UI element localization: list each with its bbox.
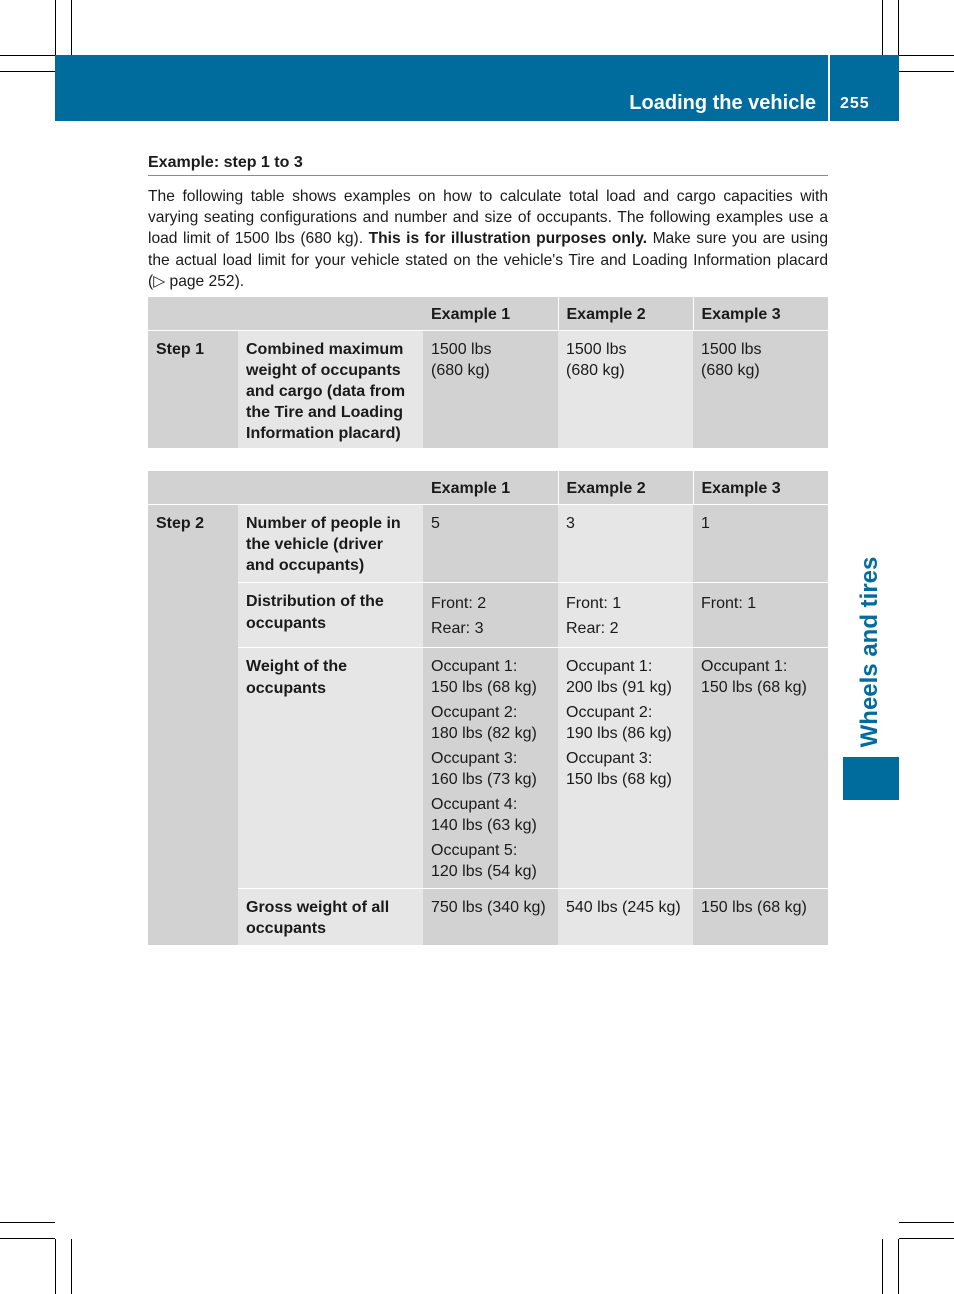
crop-mark [882, 1239, 883, 1294]
crop-mark [0, 55, 55, 56]
table-row [148, 648, 828, 889]
crop-mark [898, 1239, 899, 1294]
occupant-label: Occupant 1: [701, 658, 788, 676]
example-2-value [558, 648, 693, 889]
example-1-value [423, 331, 558, 449]
occupant-weight: 150 lbs (68 kg) [566, 771, 672, 789]
section-title: Loading the vehicle [629, 92, 816, 114]
occupant-label: Occupant 2: [431, 704, 518, 722]
chapter-tab-marker [843, 757, 899, 800]
crop-mark [55, 0, 56, 55]
crop-mark [899, 1238, 954, 1239]
header-example-3: Example 3 [693, 471, 828, 505]
example-3-value [693, 331, 828, 449]
page-reference-link[interactable]: page 252). [165, 272, 245, 290]
example-1-value: 5 [423, 505, 558, 583]
header-bar [55, 55, 828, 121]
row-label: Combined maximum weight of occupants and cargo (data from the Tire and Loading Information placard) [238, 331, 423, 449]
occupant-weight: 200 lbs (91 kg) [566, 679, 672, 697]
occupant-weight: 180 lbs (82 kg) [431, 725, 537, 743]
table-row [148, 505, 828, 583]
header-example-3: Example 3 [693, 297, 828, 331]
example-2-value: 3 [558, 505, 693, 583]
header-cell-empty [148, 297, 238, 331]
intro-text: Make sure you are using the actual load limit for your vehicle stated on the vehicle's Tire and Loading Information placard ( [148, 230, 829, 290]
crop-mark [71, 0, 72, 55]
row-label: Gross weight of all occupants [238, 889, 423, 946]
value-line: 1500 lbs [431, 341, 492, 359]
table-header-row [148, 297, 828, 331]
header-example-2: Example 2 [558, 297, 693, 331]
crop-mark [898, 0, 899, 55]
value-line: (680 kg) [701, 362, 760, 380]
section-heading: Example: step 1 to 3 [148, 152, 828, 176]
header-example-1: Example 1 [423, 471, 558, 505]
page-reference-arrow-icon: ▷ [153, 272, 166, 290]
occupant-label: Occupant 1: [566, 658, 653, 676]
table-row [148, 889, 828, 946]
occupant-label: Occupant 4: [431, 796, 518, 814]
value-line: (680 kg) [566, 362, 625, 380]
header-cell-empty [238, 471, 423, 505]
value-line: Front: 1 [566, 595, 622, 613]
row-label: Number of people in the vehicle (driver and occupants) [238, 505, 423, 583]
crop-mark [882, 0, 883, 55]
page-number-box [830, 55, 899, 121]
chapter-tab-label: Wheels and tires [856, 556, 883, 748]
occupant-weight: 120 lbs (54 kg) [431, 863, 537, 881]
occupant-weight: 150 lbs (68 kg) [431, 679, 537, 697]
example-1-value [423, 648, 558, 889]
header-cell-empty [238, 297, 423, 331]
occupant-label: Occupant 3: [431, 750, 518, 768]
crop-mark [71, 1239, 72, 1294]
value-line: Rear: 2 [566, 620, 619, 638]
table-row [148, 331, 828, 449]
value-line: Rear: 3 [431, 620, 484, 638]
example-2-value [558, 331, 693, 449]
occupant-label: Occupant 3: [566, 750, 653, 768]
crop-mark [899, 71, 954, 72]
intro-paragraph [148, 186, 828, 292]
occupant-weight: 140 lbs (63 kg) [431, 817, 537, 835]
step-label: Step 2 [148, 505, 238, 946]
header-cell-empty [148, 471, 238, 505]
row-label: Distribution of the occupants [238, 583, 423, 648]
example-3-value [693, 583, 828, 648]
crop-mark [55, 1239, 56, 1294]
occupant-label: Occupant 2: [566, 704, 653, 722]
occupant-weight: 160 lbs (73 kg) [431, 771, 537, 789]
table-header-row [148, 471, 828, 505]
intro-emphasis: This is for illustration purposes only. [368, 230, 648, 248]
occupant-weight: 190 lbs (86 kg) [566, 725, 672, 743]
example-3-value: 150 lbs (68 kg) [693, 889, 828, 946]
example-1-value: 750 lbs (340 kg) [423, 889, 558, 946]
occupant-label: Occupant 1: [431, 658, 518, 676]
value-line: Front: 2 [431, 595, 487, 613]
header-example-2: Example 2 [558, 471, 693, 505]
main-content [148, 152, 828, 945]
value-line: Front: 1 [701, 595, 757, 613]
occupant-label: Occupant 5: [431, 842, 518, 860]
row-label: Weight of the occupants [238, 648, 423, 889]
example-3-value: 1 [693, 505, 828, 583]
crop-mark [0, 1222, 55, 1223]
example-1-value [423, 583, 558, 648]
crop-mark [0, 1238, 55, 1239]
header-example-1: Example 1 [423, 297, 558, 331]
crop-mark [899, 1222, 954, 1223]
table-row [148, 583, 828, 648]
value-line: 1500 lbs [701, 341, 762, 359]
step-label: Step 1 [148, 331, 238, 449]
value-line: 1500 lbs [566, 341, 627, 359]
occupant-weight: 150 lbs (68 kg) [701, 679, 807, 697]
example-3-value [693, 648, 828, 889]
example-2-value: 540 lbs (245 kg) [558, 889, 693, 946]
example-2-value [558, 583, 693, 648]
value-line: (680 kg) [431, 362, 490, 380]
step2-table [148, 471, 828, 945]
crop-mark [0, 71, 55, 72]
page-number: 255 [840, 95, 870, 112]
crop-mark [899, 55, 954, 56]
intro-text: The following table shows examples on how to calculate total load and cargo capacities with varying seating configurations and number and size of occupants. The following examples use a load limit of 1500 lbs (680 kg). [148, 188, 828, 248]
step1-table [148, 297, 828, 448]
